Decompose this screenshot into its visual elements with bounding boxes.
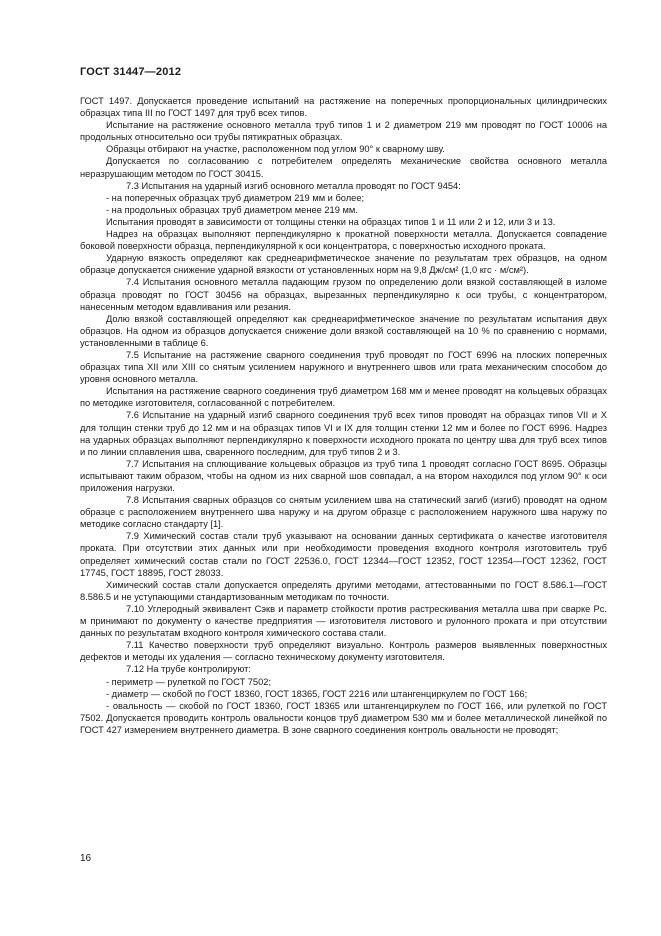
body-paragraph: Испытание на растяжение основного металла труб типов 1 и 2 диаметром 219 мм проводят по ГОСТ 10006 на продольных относительно оси трубы пятикратных образцах.	[80, 120, 607, 143]
body-paragraph: 7.5 Испытание на растяжение сварного соединения труб проводят по ГОСТ 6996 на плоских поперечных образцах типа XII или XIII со снятым усилением наружного и внутреннего швов или грата механическим способом до уровня основного металла.	[80, 349, 607, 385]
body-paragraph: - овальность — скобой по ГОСТ 18360, ГОСТ 18365 или штангенциркулем по ГОСТ 166, или рулеткой по ГОСТ 7502. Допускается проводить контроль овальности концов труб диаметром 530 мм и более металлической линейкой по ГОСТ 427 измерением внутреннего диаметра. В зоне сварного соединения контроль овальности не проводят;	[80, 700, 607, 735]
body-paragraph: - на продольных образцах труб диаметром менее 219 мм.	[106, 204, 358, 215]
body-paragraph: ГОСТ 1497. Допускается проведение испытаний на растяжение на поперечных пропорциональных цилиндрических образцах типа III по ГОСТ 1497 для труб всех типов.	[80, 96, 607, 119]
body-paragraph: 7.7 Испытания на сплющивание кольцевых образцов из труб типа 1 проводят согласно ГОСТ 8695. Образцы испытывают таким образом, чтобы на одном из них сварной шов совпадал, а на втором находился под углом 90° к оси приложения нагрузки.	[80, 458, 607, 493]
standard-header: ГОСТ 31447—2012	[80, 66, 182, 78]
body-paragraph: Образцы отбирают на участке, расположенном под углом 90° к сварному шву.	[106, 144, 445, 155]
document-body	[80, 95, 607, 736]
body-paragraph: 7.6 Испытание на ударный изгиб сварного соединения труб всех типов проводят на образцах типов VII и X для толщин стенки труб до 12 мм и на образцах типов VI и IX для толщин стенки 12 мм и более по ГОСТ 6996. Надрез на ударных образцах выполняют перпендикулярно к поверхности исходного проката по центру шва для труб всех типов и по линии сплавления шва, сваренного последним, для труб типов 2 и 3.	[80, 410, 607, 457]
body-paragraph: Ударную вязкость определяют как среднеарифметическое значение по результатам трех образцов, на одном образце допускается снижение ударной вязкости от установленных норм на 9,8 Дж/см² (1,0 кгс · м/см²).	[80, 253, 607, 276]
body-paragraph: Испытания на растяжение сварного соединения труб диаметром 168 мм и менее проводят на кольцевых образцах по методике изготовителя, согласованной с потребителем.	[80, 386, 607, 409]
body-paragraph: Долю вязкой составляющей определяют как среднеарифметическое значение по результатам испытания двух образцов. На одном из образцов допускается снижение доли вязкой составляющей на 10 % по сравнению с нормами, установленными в таблице 6.	[80, 313, 607, 348]
body-paragraph: 7.3 Испытания на ударный изгиб основного металла проводят по ГОСТ 9454:	[126, 180, 461, 191]
body-paragraph: - периметр — рулеткой по ГОСТ 7502;	[106, 676, 272, 687]
body-paragraph: Допускается по согласованию с потребителем определять механические свойства основного металла неразрушающим методом по ГОСТ 30415.	[80, 156, 607, 179]
body-paragraph: Надрез на образцах выполняют перпендикулярно к прокатной поверхности металла. Допускается совпадение боковой поверхности образца, перпендикулярной к оси концентратора, с поверхностью исходного проката.	[80, 229, 607, 252]
body-paragraph: 7.12 На трубе контролируют:	[126, 664, 252, 675]
body-paragraph: Испытания проводят в зависимости от толщины стенки на образцах типов 1 и 11 или 2 и 12, или 3 и 13.	[106, 216, 556, 227]
body-paragraph: - на поперечных образцах труб диаметром 219 мм и более;	[106, 192, 365, 203]
body-paragraph: 7.9 Химический состав стали труб указывают на основании данных сертификата о качестве изготовителя проката. При отсутствии этих данных или при необходимости проведения входного контроля изготовитель труб определяет химический состав стали по ГОСТ 22536.0, ГОСТ 12344—ГОСТ 12352, ГОСТ 12354—ГОСТ 12362, ГОСТ 17745, ГОСТ 18895, ГОСТ 28033.	[80, 531, 607, 578]
body-paragraph: 7.11 Качество поверхности труб определяют визуально. Контроль размеров выявленных поверхностных дефектов и методы их удаления — согласно техническому документу изготовителя.	[80, 640, 607, 663]
body-paragraph: - диаметр — скобой по ГОСТ 18360, ГОСТ 18365, ГОСТ 2216 или штангенциркулем по ГОСТ 166;	[106, 688, 528, 699]
page-number: 16	[80, 853, 92, 864]
body-paragraph: Химический состав стали допускается определять другими методами, аттестованными по ГОСТ 8.586.1—ГОСТ 8.586.5 и не уступающими стандартизованным методикам по точности.	[80, 579, 607, 602]
body-paragraph: 7.4 Испытания основного металла падающим грузом по определению доли вязкой составляющей в изломе образца проводят по ГОСТ 30456 на образцах, вырезанных перпендикулярно к оси трубы, с концентратором, нанесенным методом вдавливания или резания.	[80, 277, 607, 312]
body-paragraph: 7.10 Углеродный эквивалент Cэкв и параметр стойкости против растрескивания металла шва при сварке Pс. м принимают по документу о качестве предприятия — изготовителя листового и рулонного проката и при отсутствии данных по результатам входного контроля химического состава стали.	[80, 603, 607, 639]
body-paragraph: 7.8 Испытания сварных образцов со снятым усилением шва на статический загиб (изгиб) проводят на одном образце с расположением внутреннего шва наружу и на другом образце с расположением наружного шва наружу по методике согласно стандарту [1].	[80, 495, 607, 530]
